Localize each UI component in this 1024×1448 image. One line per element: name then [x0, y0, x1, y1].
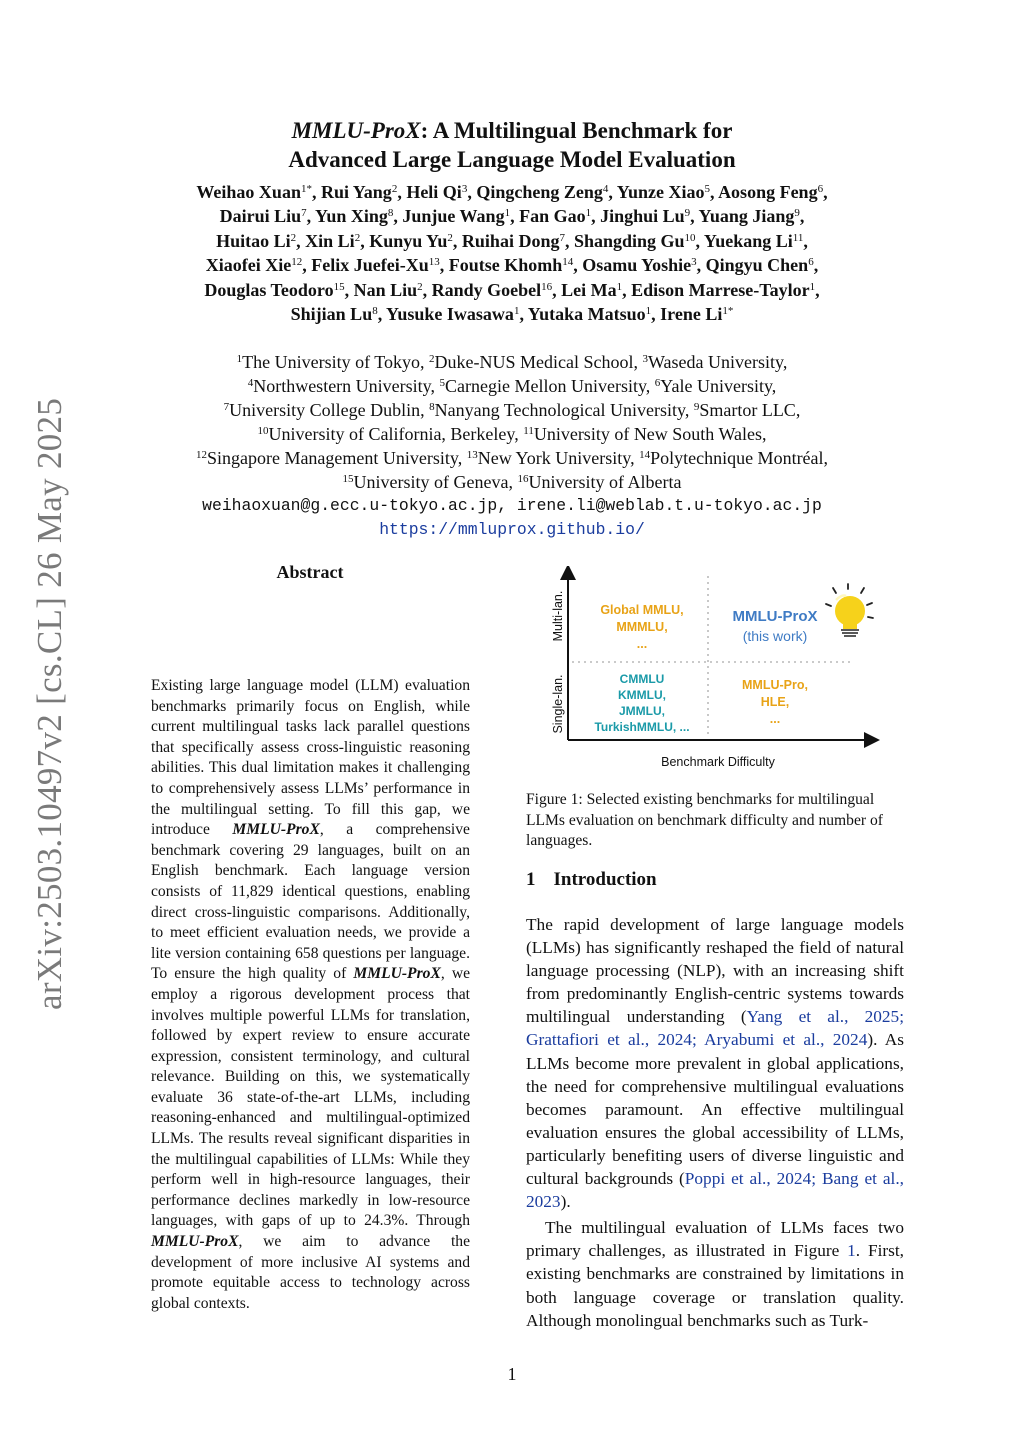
author-name: Kunyu Yu$^2$ — [369, 230, 453, 251]
author-affiliation-marker: 15 — [333, 280, 345, 293]
page-number: 1 — [507, 1364, 517, 1384]
figure-1-caption: Figure 1: Selected existing benchmarks for multilingual LLMs evaluation on benchmark difficulty and number of languages. — [526, 791, 883, 850]
author-affiliation-marker: 8 — [372, 305, 378, 318]
author-name: Yuekang Li$^{11}$ — [703, 230, 804, 251]
affiliation-marker: 2 — [429, 353, 435, 365]
affiliation-name: Yale University — [660, 376, 772, 396]
affiliation-name: Nanyang Technological University — [434, 400, 685, 420]
affiliation-name: The University of Tokyo — [242, 352, 421, 372]
citation-link-1[interactable]: Yang et al., 2025; Grattafiori et al., 2024; Aryabumi et al., 2024 — [526, 1007, 904, 1050]
abstract-text-1: Existing large language model (LLM) evaluation benchmarks primarily focus on English, while current multilingual tasks lack parallel questions that specifically assess cross-linguistic reasoning abilities. This dual limitation makes it challenging to comprehensively assess LLMs’ performance in the multilingual setting. To fill this gap, we introduce — [151, 677, 470, 839]
affiliation-line: $^{15}$University of Geneva, $^{16}$University of Alberta — [342, 472, 682, 492]
author-affiliation-marker: 1 — [645, 305, 652, 318]
quadrant-label-single-hard: HLE, — [760, 695, 790, 709]
intro-p1-text-b: ). As LLMs become more prevalent in global applications, the need for comprehensive multilingual evaluations becomes paramount. An effective multilingual evaluation ensures the global accessibility of LLMs, particularly benefiting users of diverse linguistic and cultural backgrounds ( — [526, 1030, 904, 1189]
affiliation-name: University of California, Berkeley — [268, 424, 515, 444]
author-name: Xin Li$^2$ — [305, 230, 361, 251]
quadrant-label-single-easy: TurkishMMLU, ... — [594, 720, 690, 734]
affiliations-block — [112, 350, 912, 542]
figure-reference-link[interactable]: 1 — [847, 1241, 856, 1261]
author-affiliation-marker: 2 — [354, 231, 361, 244]
author-name: Felix Juefei-Xu$^{13}$ — [311, 255, 440, 276]
author-affiliation-marker: 8 — [387, 207, 394, 220]
abstract-emphasis-3: MMLU-ProX — [151, 1233, 239, 1251]
author-affiliation-marker: 1 — [809, 280, 816, 293]
x-axis-label: Benchmark Difficulty — [661, 755, 775, 769]
author-name: Xiaofei Xie$^{12}$ — [205, 255, 303, 276]
author-name: Yuang Jiang$^9$ — [698, 206, 800, 227]
abstract-body — [151, 676, 470, 1314]
author-affiliation-marker: 4 — [602, 183, 609, 195]
author-name: Douglas Teodoro$^{15}$ — [204, 279, 345, 300]
author-name: Yun Xing$^8$ — [314, 206, 394, 227]
author-name: Yusuke Iwasawa$^1$ — [386, 304, 520, 325]
affiliation-name: Singapore Management University — [206, 448, 458, 468]
intro-paragraph-2 — [526, 1216, 904, 1331]
introduction-body — [526, 913, 904, 1332]
lightbulb-icon — [826, 584, 873, 636]
affiliation-name: University College Dublin — [229, 400, 421, 420]
affiliation-marker: 14 — [639, 449, 651, 461]
affiliation-marker: 6 — [654, 377, 661, 389]
affiliation-marker: 8 — [429, 401, 435, 413]
quadrant-label-multilingual-hard: MMLU-ProX — [732, 608, 818, 625]
author-affiliation-marker: 16 — [541, 280, 553, 293]
author-affiliation-marker: 1 — [585, 207, 592, 220]
affiliation-name: Smartor LLC — [699, 400, 796, 420]
quadrant-label-single-hard: MMLU-Pro, — [742, 678, 808, 692]
affiliation-line: $^4$Northwestern University, $^5$Carnegie Mellon University, $^6$Yale University, — [247, 376, 777, 396]
abstract-text-3: , we employ a rigorous development process that involves multiple powerful LLMs for translation, followed by expert review to ensure accurate expression, consistent terminology, and cultural relevance. Building on this, we systematically evaluate 36 state-of-the-art LLMs, including reasoning-enhanced and multilingual-optimized LLMs. The results reveal significant disparities in the multilingual capabilities of LLMs: While they perform well in high-resource languages, their performance declines markedly in low-resource languages, with gaps of up to 24.3%. Through — [151, 965, 470, 1230]
author-affiliation-marker: 11 — [792, 231, 804, 244]
author-affiliation-marker: 1 — [616, 280, 623, 293]
affiliation-list — [112, 350, 912, 494]
author-name: Osamu Yoshie$^3$ — [582, 255, 697, 276]
affiliation-line: $^7$University College Dublin, $^8$Nanyang Technological University, $^9$Smartor LLC, — [223, 400, 801, 420]
author-affiliation-marker: 1* — [300, 183, 312, 195]
section-heading-introduction — [526, 869, 657, 891]
author-name: Foutse Khomh$^{14}$ — [448, 255, 574, 276]
affiliation-marker: 4 — [247, 377, 254, 389]
author-affiliation-marker: 2 — [391, 183, 398, 195]
author-affiliation-marker: 7 — [301, 207, 307, 220]
arxiv-identifier: arXiv:2503.10497v2 [cs.CL] 26 May 2025 — [30, 397, 69, 1010]
paper-title — [112, 116, 912, 174]
figure-1-quadrant-diagram — [540, 566, 880, 776]
author-name: Huitao Li$^2$ — [216, 230, 297, 251]
author-affiliation-marker: 13 — [428, 256, 440, 269]
author-affiliation-marker: 2 — [290, 231, 297, 244]
title-line1: : A Multilingual Benchmark for — [420, 118, 733, 143]
abstract-heading: Abstract — [276, 562, 344, 582]
author-list: Weihao Xuan$^{1*}$, Rui Yang$^2$, Heli Qi$^3$, Qingcheng Zeng$^4$, Yunze Xiao$^5$, Aosong Feng$^6$, Dairui Liu$^7$, Yun Xing$^8$, Junjue Wang$^1$, Fan Gao$^1$, Jinghui Lu$^9$, Yuang Jiang$^9$, Huitao Li$^2$, Xin Li$^2$, Kunyu Yu$^2$, Ruihai Dong$^7$, Shangding Gu$^{10}$, Yuekang Li$^{11}$, Xiaofei Xie$^{12}$, Felix Juefei-Xu$^{13}$, Foutse Khomh$^{14}$, Osamu Yoshie$^3$, Qingyu Chen$^6$, Douglas Teodoro$^{15}$, Nan Liu$^2$, Randy Goebel$^{16}$, Lei Ma$^1$, Edison Marrese-Taylor$^1$, Shijian Lu$^8$, Yusuke Iwasawa$^1$, Yutaka Matsuo$^1$, Irene $Li^{1*}$ — [196, 182, 828, 325]
y-axis-label-top: Multi-lan. — [551, 590, 565, 642]
author-affiliation-marker: 12 — [291, 256, 303, 269]
author-affiliation-marker: 9 — [684, 207, 691, 220]
quadrant-label-single-easy: KMMLU, — [618, 688, 666, 702]
quadrant-label-multilingual-easy: Global MMLU, — [600, 603, 684, 617]
affiliation-marker: 12 — [195, 449, 207, 461]
affiliation-marker: 11 — [523, 425, 534, 437]
affiliation-marker: 15 — [342, 473, 354, 485]
intro-p2-text-b: . First, existing benchmarks are constrained by limitations in both language coverage or translation quality. Although monolingual benchmarks such as Turk- — [526, 1241, 904, 1330]
author-name: Yutaka Matsuo$^1$ — [527, 304, 652, 325]
intro-p1-text-a: The rapid development of large language models (LLMs) has significantly reshaped the field of natural language processing (NLP), with an increasing shift from predominantly English-centric systems towards multilingual understanding ( — [526, 915, 904, 1027]
affiliation-name: Northwestern University — [253, 376, 431, 396]
affiliation-name: Polytechnique Montréal — [650, 448, 824, 468]
author-name: Rui Yang$^2$ — [320, 182, 398, 202]
intro-paragraph-1 — [526, 913, 904, 1213]
affiliation-name: New York University — [477, 448, 631, 468]
affiliation-marker: 16 — [517, 473, 529, 485]
author-name: Nan Liu$^2$ — [353, 279, 423, 300]
affiliation-marker: 13 — [466, 449, 478, 461]
affiliation-name: Waseda University — [648, 352, 783, 372]
author-affiliation-marker: 14 — [562, 256, 574, 269]
author-name: Irene $Li^{1*}$ — [660, 304, 734, 325]
intro-p2-text-a: The multilingual evaluation of LLMs faces two primary challenges, as illustrated in Figure — [526, 1218, 904, 1261]
abstract-text-2: , a comprehensive benchmark covering 29 languages, built on an English benchmark. Each language version consists of 11,829 identical questions, enabling direct cross-linguistic comparisons. Additionally, to meet efficient evaluation needs, we provide a lite version containing 658 questions per language. To ensure the high quality of — [151, 821, 470, 983]
author-affiliation-marker: 2 — [447, 231, 453, 244]
author-affiliation-marker: 5 — [704, 183, 711, 195]
quadrant-label-multilingual-easy: MMMLU, — [616, 620, 668, 634]
author-name: Edison Marrese-Taylor$^1$ — [631, 279, 816, 300]
title-italic: MMLU-ProX — [291, 118, 421, 143]
author-name: Aosong Feng$^6$ — [718, 182, 824, 202]
affiliation-marker: 3 — [642, 353, 648, 365]
author-affiliation-marker: 1 — [513, 305, 520, 318]
section-number: 1 — [526, 869, 536, 890]
affiliation-name: Duke-NUS Medical School — [434, 352, 634, 372]
author-name: Lei Ma$^1$ — [561, 279, 623, 300]
affiliation-marker: 5 — [439, 377, 445, 389]
author-affiliation-marker: 3 — [461, 183, 468, 195]
author-name: Heli Qi$^3$ — [406, 182, 468, 202]
affiliation-name: University of New South Wales — [533, 424, 763, 444]
abstract-emphasis-2: MMLU-ProX — [353, 965, 441, 983]
quadrant-label-multilingual-hard: (this work) — [742, 628, 808, 644]
affiliation-line: $^{12}$Singapore Management University, $^{13}$New York University, $^{14}$Polytechnique Montréal, — [195, 448, 829, 468]
author-affiliation-marker: 6 — [808, 256, 814, 269]
author-affiliation-marker: 1* — [722, 305, 734, 318]
author-name: Weihao Xuan$^{1*}$ — [196, 182, 312, 202]
affiliation-marker: 9 — [693, 401, 700, 413]
affiliation-line: $^1$The University of Tokyo, $^2$Duke-NUS Medical School, $^3$Waseda University, — [236, 352, 788, 372]
quadrant-label-single-easy: JMMLU, — [619, 704, 665, 718]
author-affiliation-marker: 1 — [504, 207, 511, 220]
author-name: Shangding Gu$^{10}$ — [573, 230, 696, 251]
author-affiliation-marker: 2 — [417, 280, 423, 293]
affiliation-line: $^{10}$University of California, Berkeley, $^{11}$University of New South Wales, — [257, 424, 767, 444]
author-name: Junjue Wang$^1$ — [402, 206, 511, 227]
author-name: Qingyu Chen$^6$ — [705, 255, 814, 276]
project-link[interactable]: https://mmluprox.github.io/ — [379, 520, 645, 539]
affiliation-name: University of Geneva — [353, 472, 509, 492]
author-name: Qingcheng Zeng$^4$ — [476, 182, 609, 202]
author-affiliation-marker: 6 — [817, 183, 824, 195]
affiliation-name: Carnegie Mellon University — [445, 376, 646, 396]
author-name: Randy Goebel$^{16}$ — [431, 279, 553, 300]
citation-link-2[interactable]: Poppi et al., 2024; Bang et al., 2023 — [526, 1169, 904, 1212]
author-affiliation-marker: 3 — [691, 256, 697, 269]
intro-p1-text-c: ). — [560, 1192, 571, 1212]
abstract-emphasis-1: MMLU-ProX — [232, 821, 320, 839]
author-name: Shijian Lu$^8$ — [290, 304, 378, 325]
abstract-text-4: , we aim to advance the development of more inclusive AI systems and promote equitable access to technology across global contexts. — [151, 1233, 470, 1312]
author-affiliation-marker: 7 — [559, 231, 565, 244]
quadrant-label-single-hard: ... — [769, 712, 781, 726]
affiliation-marker: 10 — [257, 425, 269, 437]
title-line2: Advanced Large Language Model Evaluation — [288, 147, 736, 172]
author-name: Yunze Xiao$^5$ — [616, 182, 711, 202]
quadrant-label-multilingual-easy: ... — [636, 637, 648, 651]
email-addresses[interactable]: weihaoxuan@g.ecc.u-tokyo.ac.jp, irene.li@weblab.t.u-tokyo.ac.jp — [202, 496, 822, 515]
author-name: Ruihai Dong$^7$ — [461, 230, 565, 251]
y-axis-label-bottom: Single-lan. — [551, 674, 565, 734]
affiliation-marker: 7 — [223, 401, 230, 413]
section-title: Introduction — [553, 869, 657, 890]
affiliation-marker: 1 — [236, 353, 243, 365]
author-name: Jinghui Lu$^9$ — [600, 206, 691, 227]
quadrant-label-single-easy: CMMLU — [619, 672, 665, 686]
author-affiliation-marker: 9 — [794, 207, 800, 220]
author-name: Fan Gao$^1$ — [519, 206, 592, 227]
affiliation-name: University of Alberta — [528, 472, 682, 492]
author-affiliation-marker: 10 — [684, 231, 696, 244]
author-name: Dairui Liu$^7$ — [219, 206, 307, 227]
